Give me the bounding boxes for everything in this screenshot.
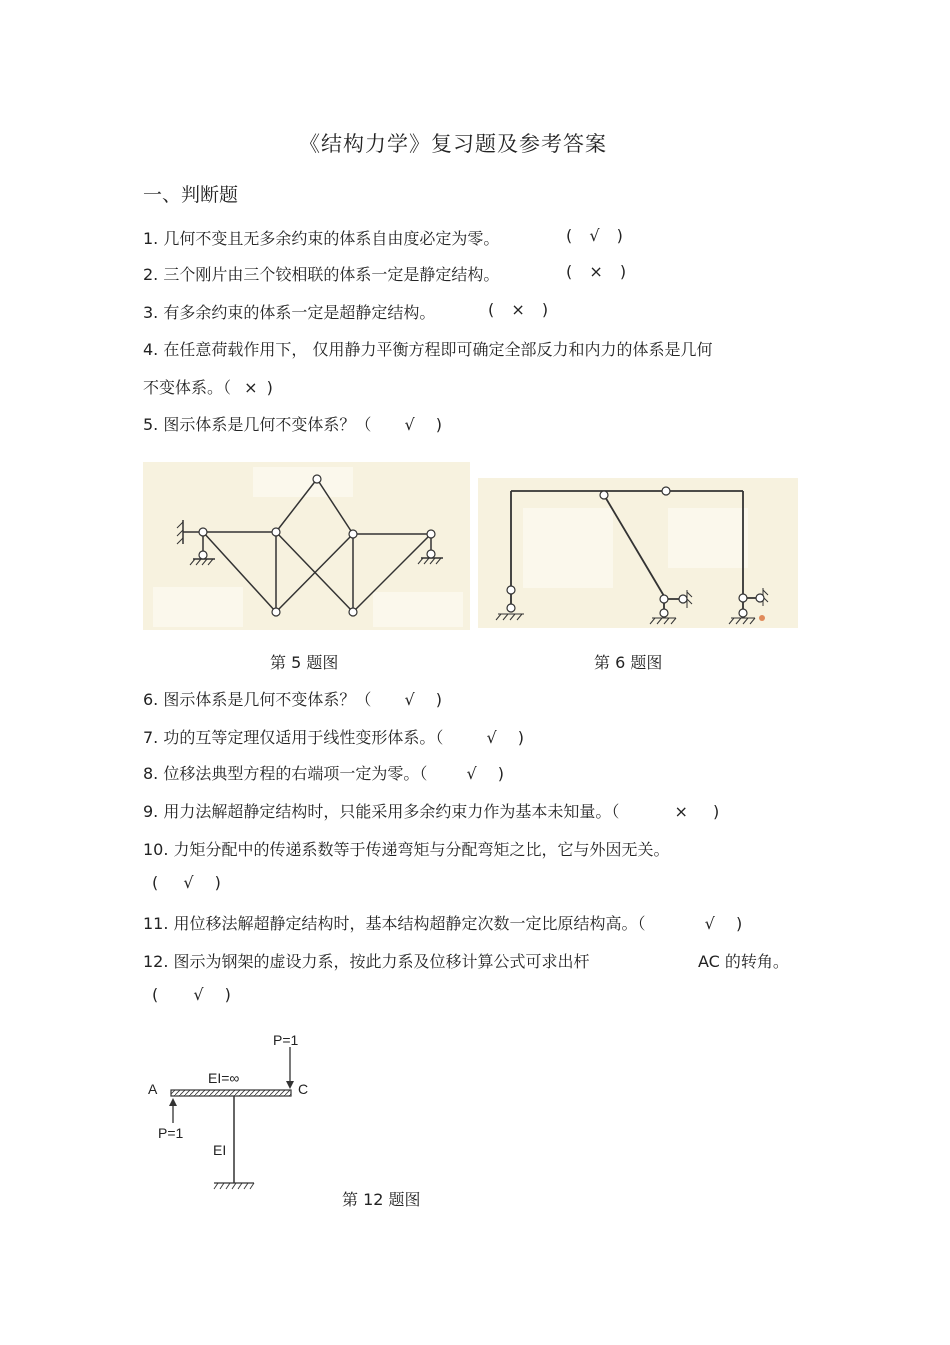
- paren-open: (: [488, 300, 495, 319]
- question-12-line-1: 12. 图示为钢架的虚设力系，按此力系及位移计算公式可求出杆: [143, 952, 590, 971]
- question-1: [143, 226, 499, 249]
- paren-close: ): [266, 378, 273, 397]
- answer-1: [566, 226, 623, 245]
- question-text: 6. 图示体系是几何不变体系？（: [143, 690, 372, 709]
- question-text: 9. 用力法解超静定结构时，只能采用多余约束力作为基本未知量。（: [143, 802, 620, 821]
- answer-mark: ×: [244, 378, 258, 397]
- question-5: [143, 412, 442, 435]
- question-text: 8. 位移法典型方程的右端项一定为零。（: [143, 764, 428, 783]
- paren-close: ): [497, 764, 504, 783]
- question-6: [143, 687, 442, 710]
- answer-mark: ×: [511, 300, 525, 319]
- question-10-line-1: 10. 力矩分配中的传递系数等于传递弯矩与分配弯矩之比，它与外因无关。: [143, 840, 670, 859]
- answer-mark: √: [404, 690, 415, 709]
- answer-mark: √: [193, 985, 204, 1004]
- paren-close: ): [517, 728, 524, 747]
- load-label-top: P=1: [273, 1032, 299, 1048]
- paren-open: (: [152, 985, 159, 1004]
- load-label-bottom: P=1: [158, 1125, 184, 1141]
- question-11: [143, 911, 742, 934]
- paren-open: (: [152, 873, 159, 892]
- figure-5-caption: 第 5 题图: [270, 653, 339, 672]
- answer-mark: √: [183, 873, 194, 892]
- answer-mark: √: [466, 764, 477, 783]
- answer-3: [488, 300, 548, 319]
- answer-mark: ×: [589, 262, 603, 281]
- answer-mark: √: [404, 415, 415, 434]
- page-title: 《结构力学》复习题及参考答案: [299, 132, 607, 156]
- paren-close: ): [541, 300, 549, 319]
- rigid-beam: [171, 1090, 291, 1096]
- paren-close: ): [735, 914, 743, 933]
- question-2: [143, 262, 499, 285]
- answer-mark: √: [486, 728, 497, 747]
- stain-mark: [759, 615, 765, 621]
- paren-close: ): [435, 690, 442, 709]
- paren-close: ): [616, 226, 623, 245]
- question-text: 不变体系。（: [143, 378, 232, 397]
- label-a: A: [148, 1081, 158, 1097]
- question-4-line-1: 4. 在任意荷载作用下， 仅用静力平衡方程即可确定全部反力和内力的体系是几何: [143, 340, 713, 359]
- paren-close: ): [214, 873, 221, 892]
- question-text: 7. 功的互等定理仅适用于线性变形体系。（: [143, 728, 444, 747]
- question-12-answer: [152, 985, 231, 1004]
- beam-stiffness-label: EI=∞: [208, 1070, 240, 1086]
- figure-6-caption: 第 6 题图: [594, 653, 663, 672]
- arrow-down-icon: [286, 1047, 294, 1089]
- figure-6-frame: [478, 478, 798, 628]
- question-text: 2. 三个刚片由三个铰相联的体系一定是静定结构。: [143, 265, 500, 284]
- question-7: [143, 725, 524, 748]
- question-9: [143, 799, 719, 822]
- question-text: 3. 有多余约束的体系一定是超静定结构。: [143, 303, 436, 322]
- paren-open: (: [566, 226, 573, 245]
- section-heading: 一、判断题: [143, 184, 239, 206]
- paren-close: ): [712, 802, 720, 821]
- question-4-line-2: [143, 375, 273, 398]
- answer-2: [566, 262, 626, 281]
- paren-close: ): [619, 262, 627, 281]
- answer-mark: √: [589, 226, 600, 245]
- paren-close: ): [435, 415, 442, 434]
- question-text: 1. 几何不变且无多余约束的体系自由度必定为零。: [143, 229, 500, 248]
- question-text: 11. 用位移法解超静定结构时，基本结构超静定次数一定比原结构高。（: [143, 914, 646, 933]
- label-c: C: [298, 1081, 309, 1097]
- question-10-answer: [152, 873, 221, 892]
- question-8: [143, 761, 504, 784]
- paren-close: ): [224, 985, 231, 1004]
- paren-open: (: [566, 262, 573, 281]
- figure-12-caption: 第 12 题图: [342, 1190, 421, 1209]
- question-3: [143, 300, 435, 323]
- answer-mark: ×: [674, 802, 688, 821]
- column-stiffness-label: EI: [213, 1142, 227, 1158]
- question-text: 5. 图示体系是几何不变体系？（: [143, 415, 372, 434]
- figure-5-truss: [143, 462, 470, 630]
- arrow-up-icon: [169, 1098, 177, 1123]
- question-12-line-1-end: AC 的转角。: [698, 952, 789, 971]
- answer-mark: √: [704, 914, 715, 933]
- figure-12-frame: [140, 1025, 340, 1200]
- support-hatching: [214, 1183, 254, 1189]
